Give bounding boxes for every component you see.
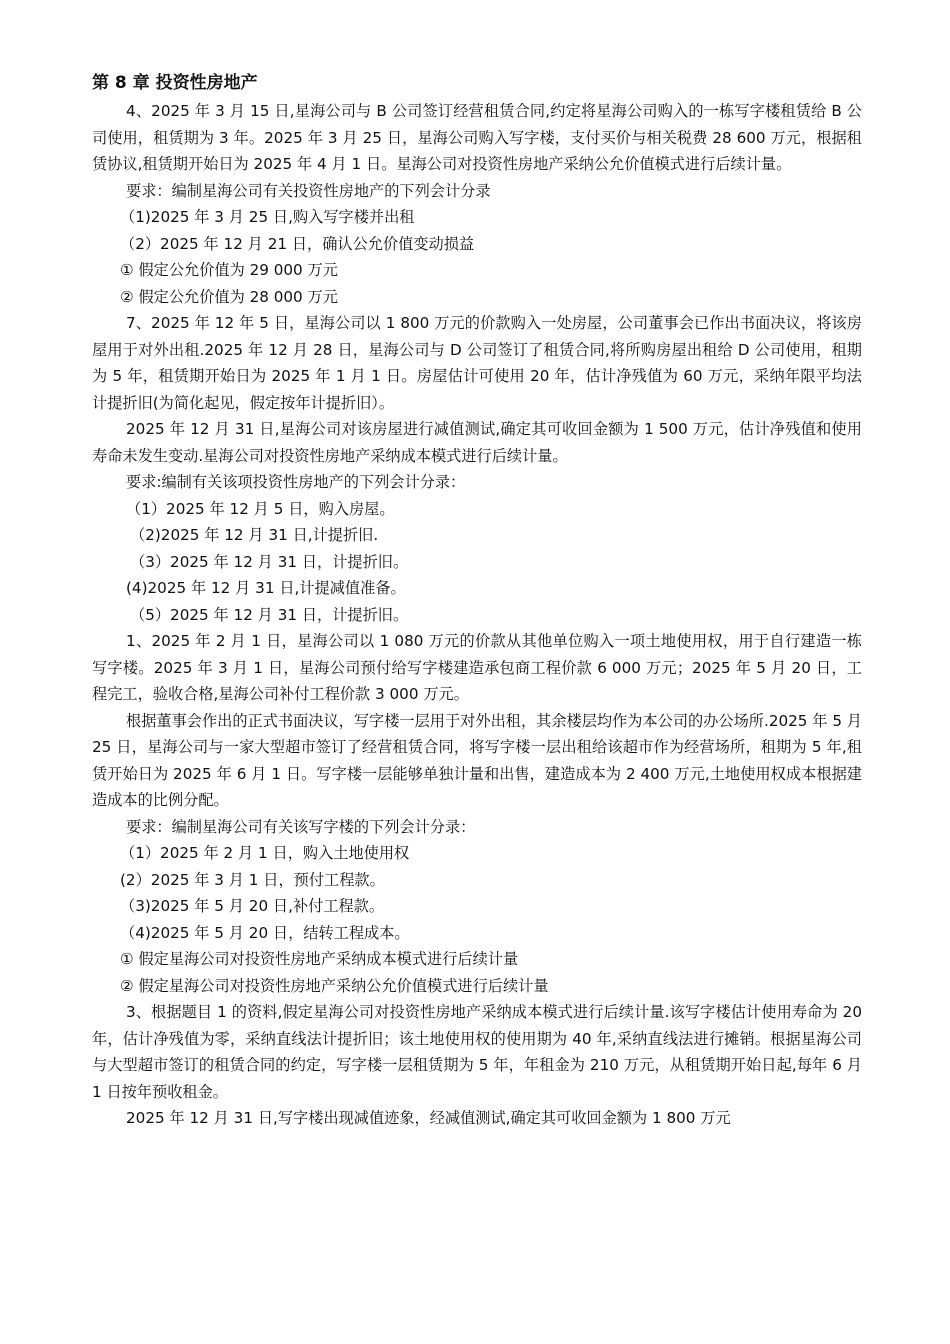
requirement-subitem: ② 假定公允价值为 28 000 万元 xyxy=(120,287,338,306)
question-7-text: 7、2025 年 12 年 5 日，星海公司以 1 800 万元的价款购入一处房屋，公司董事会已作出书面决议，将该房屋用于对外出租.2025 年 12 月 28 日，星海公司与 D 公司签订了租赁合同,将所购房屋出租给 D 公司使用，租期为 5 年，租赁期开始日为 2025 年 1 月 1 日。房屋估计可使用 20 年，估计净残值为 60 万元，采纳年限平均法计提折旧(为简化起见，假定按年计提折旧）。 xyxy=(92,314,862,412)
question-3-continuation: 2025 年 12 月 31 日,写字楼出现减值迹象，经减值测试,确定其可收回金额为 1 800 万元 xyxy=(126,1109,731,1127)
requirement-item: （1）2025 年 2 月 1 日，购入土地使用权 xyxy=(120,844,410,862)
requirement-item: (4)2025 年 12 月 31 日,计提减值准备。 xyxy=(126,579,406,597)
requirement-subitem: ① 假定星海公司对投资性房地产采纳成本模式进行后续计量 xyxy=(120,950,519,968)
requirement-item: (2）2025 年 3 月 1 日，预付工程款。 xyxy=(120,870,385,889)
requirement-item: （2）2025 年 12 月 21 日，确认公允价值变动损益 xyxy=(120,234,475,253)
requirement-item: （2)2025 年 12 月 31 日,计提折旧. xyxy=(130,526,379,544)
requirement-item: （1）2025 年 12 月 5 日，购入房屋。 xyxy=(126,499,395,518)
requirement-subitem: ① 假定公允价值为 29 000 万元 xyxy=(120,261,338,279)
requirement-heading: 要求：编制星海公司有关该写字楼的下列会计分录： xyxy=(126,817,476,836)
question-4-text: 4、2025 年 3 月 15 日,星海公司与 B 公司签订经营租赁合同,约定将星海公司购入的一栋写字楼租赁给 B 公司使用，租赁期为 3 年。2025 年 3 月 25 日，星海公司购入写字楼，支付买价与相关税费 28 600 万元，根据租赁协议,租赁期开始日为 2025 年 4 月 1 日。星海公司对投资性房地产采纳公允价值模式进行后续计量。 xyxy=(92,102,862,173)
chapter-title: 第 8 章 投资性房地产 xyxy=(92,73,258,93)
requirement-item: （1)2025 年 3 月 25 日,购入写字楼并出租 xyxy=(120,208,415,226)
question-3-text: 3、根据题目 1 的资料,假定星海公司对投资性房地产采纳成本模式进行后续计量.该写字楼估计使用寿命为 20 年，估计净残值为零，采纳直线法计提折旧；该土地使用权的使用期为 40 年,采纳直线法进行摊销。根据星海公司与大型超市签订的租赁合同的约定，写字楼一层租赁期为 5 年，年租金为 210 万元，从租赁期开始日起,每年 6 月 1 日按年预收租金。 xyxy=(92,1003,862,1101)
requirement-heading: 要求:编制有关该项投资性房地产的下列会计分录： xyxy=(126,473,466,491)
question-7-continuation: 2025 年 12 月 31 日,星海公司对该房屋进行减值测试,确定其可收回金额为 1 500 万元，估计净残值和使用寿命未发生变动.星海公司对投资性房地产采纳成本模式进行后续计量。 xyxy=(92,420,862,465)
requirement-item: （5）2025 年 12 月 31 日，计提折旧。 xyxy=(130,605,409,624)
requirement-item: （3）2025 年 12 月 31 日，计提折旧。 xyxy=(130,552,409,571)
requirement-item: （4)2025 年 5 月 20 日，结转工程成本。 xyxy=(120,923,410,942)
requirement-heading: 要求：编制星海公司有关投资性房地产的下列会计分录 xyxy=(126,181,491,200)
question-1-continuation: 根据董事会作出的正式书面决议，写字楼一层用于对外出租，其余楼层均作为本公司的办公场所.2025 年 5 月 25 日，星海公司与一家大型超市签订了经营租赁合同，将写字楼一层出租给该超市作为经营场所，租期为 5 年,租赁开始日为 2025 年 6 月 1 日。写字楼一层能够单独计量和出售，建造成本为 2 400 万元,土地使用权成本根据建造成本的比例分配。 xyxy=(92,711,862,809)
requirement-item: （3)2025 年 5 月 20 日,补付工程款。 xyxy=(120,897,385,915)
requirement-subitem: ② 假定星海公司对投资性房地产采纳公允价值模式进行后续计量 xyxy=(120,976,549,995)
question-1-text: 1、2025 年 2 月 1 日，星海公司以 1 080 万元的价款从其他单位购入一项土地使用权，用于自行建造一栋写字楼。2025 年 3 月 1 日，星海公司预付给写字楼建造承包商工程价款 6 000 万元；2025 年 5 月 20 日，工程完工，验收合格,星海公司补付工程价款 3 000 万元。 xyxy=(92,632,862,703)
document-body xyxy=(92,70,862,1132)
